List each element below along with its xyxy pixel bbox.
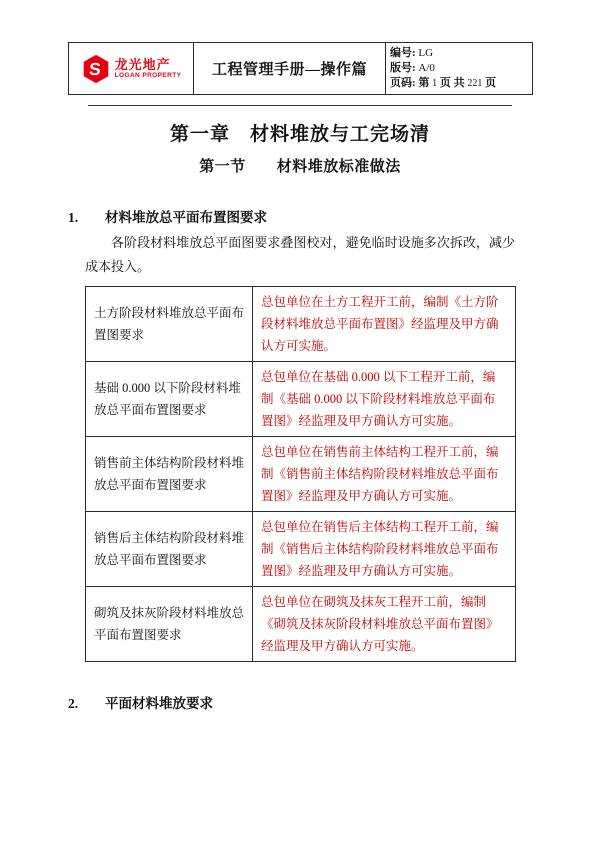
chapter-title: 第一章 材料堆放与工完场清 xyxy=(169,124,430,145)
table-row xyxy=(86,512,516,587)
meta-version-label: 版号: xyxy=(390,62,416,74)
table-cell-item: 土方阶段材料堆放总平面布置图要求 xyxy=(86,287,253,362)
item-2-title: 平面材料堆放要求 xyxy=(105,696,213,711)
meta-page-label: 页码: xyxy=(390,77,416,89)
table-row xyxy=(86,287,516,362)
table-row xyxy=(86,587,516,662)
logo-text xyxy=(115,58,182,80)
meta-page-middle: 页 共 xyxy=(439,77,465,89)
item-1-number: 1. xyxy=(68,210,79,225)
section-1-paragraph: 各阶段材料堆放总平面图要求叠图校对，避免临时设施多次拆改，减少成本投入。 xyxy=(85,235,515,274)
company-logo xyxy=(73,54,189,84)
item-2-number: 2. xyxy=(68,696,79,711)
logo-name-en: LOGAN PROPERTY xyxy=(114,71,182,79)
table-cell-requirement: 总包单位在基础 0.000 以下工程开工前，编制《基础 0.000 以下阶段材料堆放总平面布置图》经监理及甲方确认方可实施。 xyxy=(253,362,516,437)
meta-page-prefix: 第 xyxy=(418,77,430,89)
header-logo-cell xyxy=(69,43,194,95)
logan-hexagon-icon xyxy=(81,54,111,84)
table-cell-requirement: 总包单位在销售后主体结构工程开工前，编制《销售后主体结构阶段材料堆放总平面布置图》经监理及甲方确认方可实施。 xyxy=(253,512,516,587)
table-row xyxy=(86,362,516,437)
item-1-title: 材料堆放总平面布置图要求 xyxy=(105,210,267,225)
table-cell-item: 销售后主体结构阶段材料堆放总平面布置图要求 xyxy=(86,512,253,587)
numbered-heading-1 xyxy=(68,206,532,226)
document-header xyxy=(68,42,533,95)
table-cell-requirement: 总包单位在土方工程开工前，编制《土方阶段材料堆放总平面布置图》经监理及甲方确认方可实施。 xyxy=(253,287,516,362)
table-cell-item: 砌筑及抹灰阶段材料堆放总平面布置图要求 xyxy=(86,587,253,662)
table-cell-item: 基础 0.000 以下阶段材料堆放总平面布置图要求 xyxy=(86,362,253,437)
header-meta-cell xyxy=(386,43,533,95)
table-cell-item: 销售前主体结构阶段材料堆放总平面布置图要求 xyxy=(86,437,253,512)
numbered-heading-2 xyxy=(68,692,532,712)
table-row xyxy=(86,437,516,512)
logo-name-cn: 龙光地产 xyxy=(114,56,171,72)
meta-page-line xyxy=(390,76,528,91)
requirements-table xyxy=(85,286,516,662)
meta-version-value: A/0 xyxy=(418,62,435,74)
table-cell-requirement: 总包单位在砌筑及抹灰工程开工前，编制《砌筑及抹灰阶段材料堆放总平面布置图》经监理及甲方确认方可实施。 xyxy=(253,587,516,662)
svg-text:S: S xyxy=(88,58,102,79)
meta-code-value: LG xyxy=(418,47,434,59)
meta-page-current: 1 xyxy=(432,78,438,89)
meta-version-line xyxy=(390,61,528,76)
document-title: 工程管理手册—操作篇 xyxy=(194,43,386,95)
meta-page-total: 221 xyxy=(467,78,483,89)
meta-code-line xyxy=(390,46,528,61)
meta-code-label: 编号: xyxy=(390,47,416,59)
table-cell-requirement: 总包单位在销售前主体结构工程开工前，编制《销售前主体结构阶段材料堆放总平面布置图》经监理及甲方确认方可实施。 xyxy=(253,437,516,512)
meta-page-suffix: 页 xyxy=(485,77,497,89)
header-divider-rule xyxy=(88,105,512,106)
section-title: 第一节 材料堆放标准做法 xyxy=(199,159,401,175)
